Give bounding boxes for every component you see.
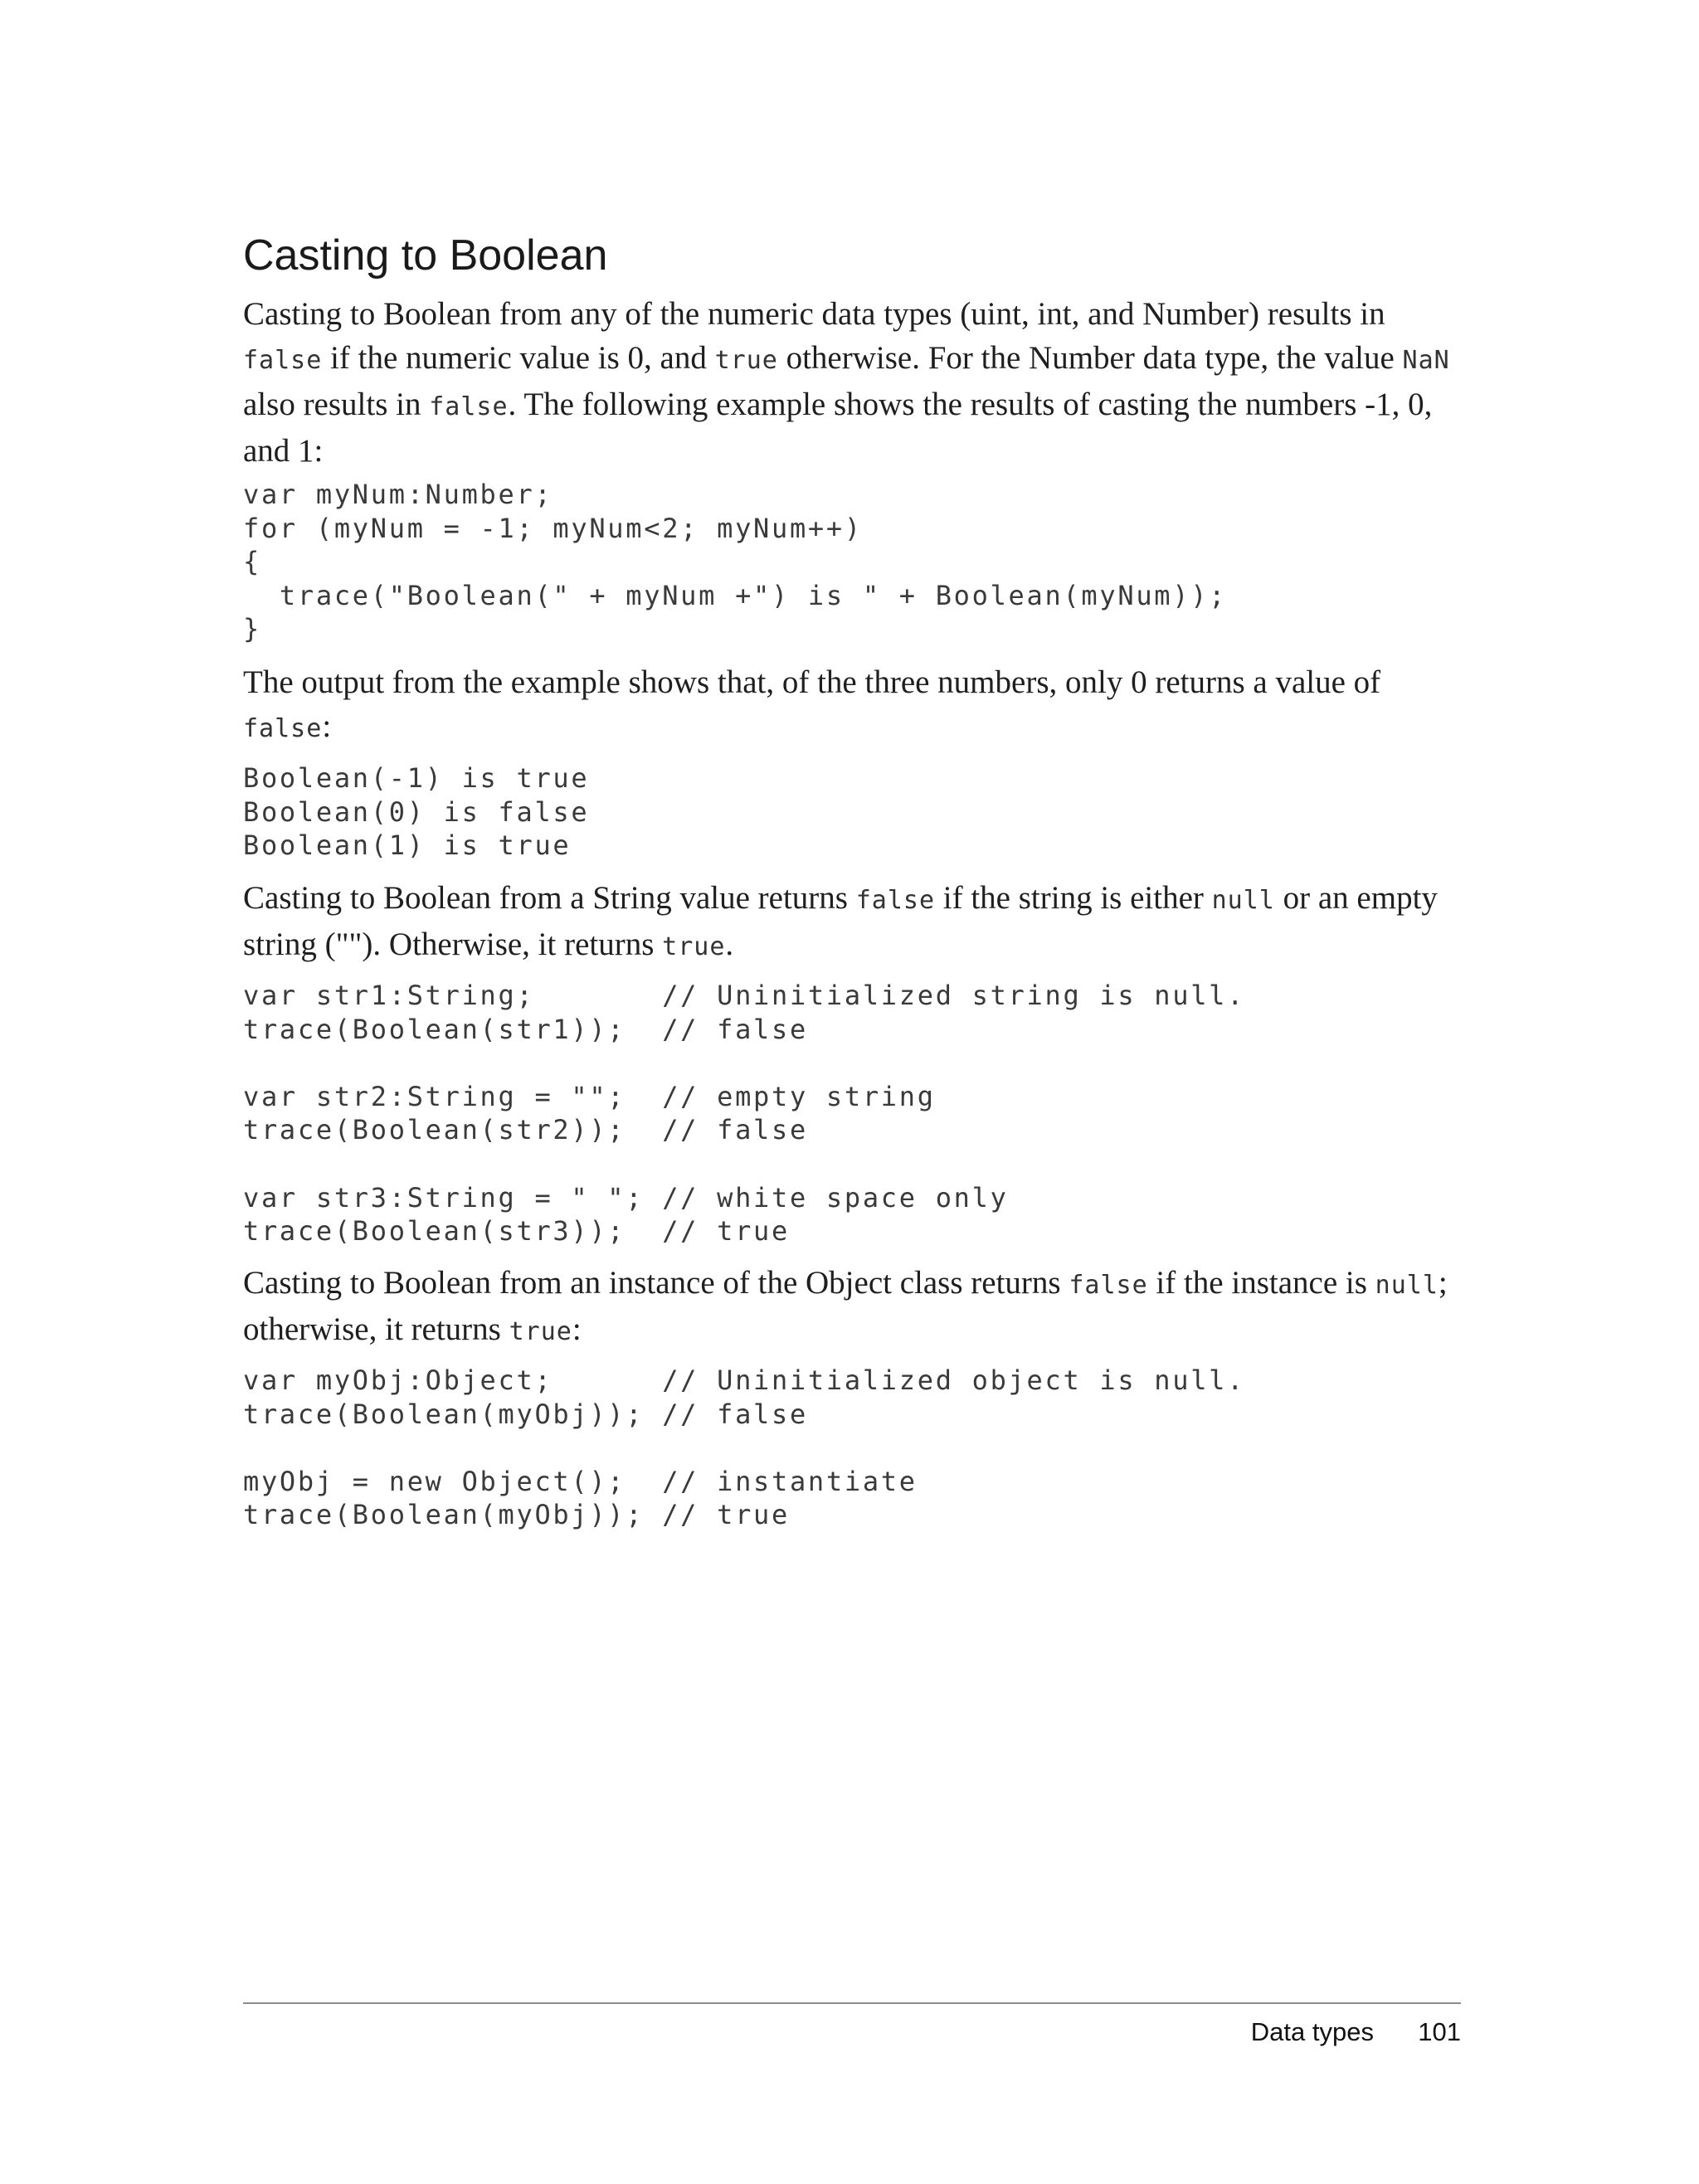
text-run: Casting to Boolean from a String value returns (243, 880, 856, 916)
inline-code: true (509, 1317, 572, 1346)
inline-code: false (429, 392, 509, 421)
code-block-string-cast: var str1:String; // Uninitialized string is null. trace(Boolean(str1)); // false var str2:String = ""; // empty string trace(Boolean(str2)); // false var str3:String = " "; // white space only trace(Boolean(str3)); // true (243, 980, 1246, 1248)
paragraph-numeric-cast (243, 292, 1463, 473)
section-heading: Casting to Boolean (243, 231, 608, 280)
paragraph-line (243, 382, 1463, 429)
paragraph-line: Casting to Boolean from any of the numeric data types (uint, int, and Number) results in (243, 296, 1385, 332)
paragraph-line (243, 336, 1463, 382)
text-run: otherwise. For the Number data type, the value (777, 340, 1403, 376)
inline-code: null (1375, 1271, 1439, 1300)
inline-code: false (855, 886, 936, 915)
paragraph-line (243, 922, 1463, 969)
text-run: string (""). Otherwise, it returns (243, 927, 663, 962)
code-block-object-cast: var myObj:Object; // Uninitialized object is null. trace(Boolean(myObj)); // false myObj = new Object(); // instantiate trace(Boolean(myObj)); // true (243, 1364, 1246, 1531)
paragraph-line (243, 1307, 1463, 1354)
paragraph-line (243, 704, 1463, 751)
text-run: if the instance is (1147, 1265, 1375, 1301)
code-block-output: Boolean(-1) is true Boolean(0) is false Boolean(1) is true (243, 762, 590, 862)
text-run: if the numeric value is 0, and (322, 340, 715, 376)
text-run: : (572, 1311, 582, 1347)
paragraph-line (243, 1261, 1463, 1307)
text-run: Casting to Boolean from an instance of the Object class returns (243, 1265, 1069, 1301)
paragraph-string-cast (243, 876, 1463, 969)
document-page (243, 0, 1461, 2184)
inline-code: true (714, 346, 778, 375)
text-run: also results in (243, 387, 430, 422)
paragraph-line: The output from the example shows that, of the three numbers, only 0 returns a value of (243, 664, 1381, 700)
inline-code: false (1069, 1271, 1148, 1300)
text-run: . The following example shows the results of casting the numbers -1, 0, (508, 387, 1433, 422)
text-run: : (322, 708, 332, 744)
paragraph-line: and 1: (243, 433, 324, 469)
text-run: . (725, 927, 734, 962)
inline-code: false (243, 346, 323, 375)
footer-section-title: Data types (1250, 2017, 1374, 2046)
text-run: or an empty (1274, 880, 1438, 916)
inline-code: true (662, 932, 726, 961)
paragraph-object-cast (243, 1261, 1463, 1354)
paragraph-line (243, 876, 1463, 922)
inline-code: false (243, 714, 323, 743)
code-block-numeric-loop: var myNum:Number; for (myNum = -1; myNum<2; myNum++) { trace("Boolean(" + myNum +") is " + Boolean(myNum)); } (243, 479, 1228, 645)
footer-divider (243, 2002, 1461, 2004)
text-run: if the string is either (935, 880, 1212, 916)
inline-code: null (1211, 886, 1275, 915)
footer-page-number: 101 (1418, 2017, 1461, 2046)
text-run: otherwise, it returns (243, 1311, 509, 1347)
paragraph-output-note (243, 660, 1463, 751)
inline-code: NaN (1402, 346, 1450, 375)
text-run: ; (1438, 1265, 1448, 1301)
